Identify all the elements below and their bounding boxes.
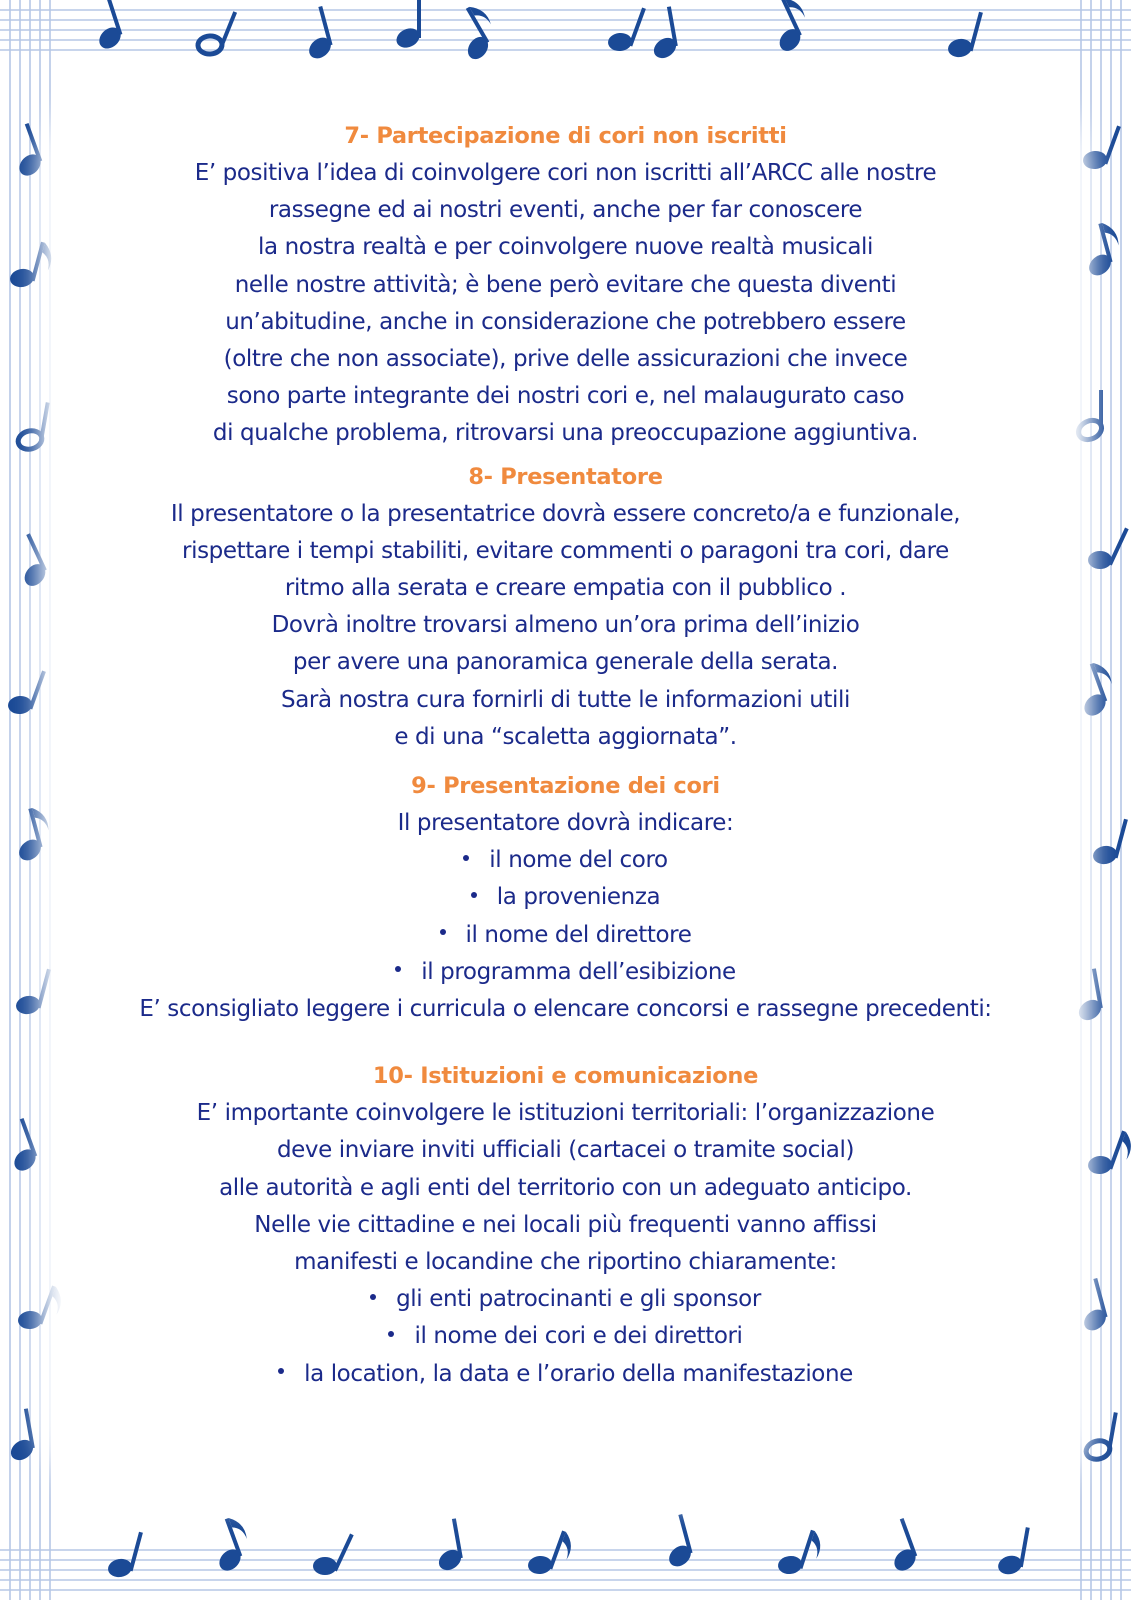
section-7-line: la nostra realtà e per coinvolgere nuove realtà musicali — [258, 234, 873, 261]
music-note-icon — [102, 1526, 144, 1585]
section-10-line: E’ importante coinvolgere le istituzioni territoriali: l’organizzazione — [196, 1100, 935, 1127]
music-note-icon — [306, 1524, 355, 1585]
section-10-line: manifesti e locandine che riportino chiaramente: — [294, 1249, 837, 1276]
section-7-heading: 7- Partecipazione di cori non iscritti — [344, 123, 787, 149]
music-note-icon — [993, 1523, 1031, 1581]
section-8-body — [40, 496, 1091, 756]
list-item: la provenienza — [40, 879, 1091, 916]
music-note-icon — [191, 2, 238, 62]
section-8-line: Sarà nostra cura fornirli di tutte le informazioni utili — [281, 686, 850, 713]
section-7-line: nelle nostre attività; è bene però evitare che questa diventi — [234, 271, 897, 298]
music-note-icon — [522, 1522, 576, 1585]
list-item: la location, la data e l’orario della manifestazione — [40, 1356, 1091, 1393]
section-7-line: (oltre che non associate), prive delle assicurazioni che invece — [223, 346, 908, 373]
list-item: il nome del coro — [40, 842, 1091, 879]
section-7-line: rassegne ed ai nostri eventi, anche per far conoscere — [268, 197, 863, 224]
music-note-icon — [878, 1517, 924, 1577]
section-7-line: un’abitudine, anche in considerazione che potrebbero essere — [225, 308, 906, 335]
section-7-line: sono parte integrante dei nostri cori e, nel malaugurato caso — [226, 383, 905, 410]
section-10-body — [40, 1095, 1091, 1393]
section-7-line: E’ positiva l’idea di coinvolgere cori non iscritti all’ARCC alle nostre — [194, 160, 937, 186]
section-8-line: Dovrà inoltre trovarsi almeno un’ora prima dell’inizio — [271, 612, 860, 639]
music-note-icon — [84, 0, 128, 55]
music-note-icon — [203, 1514, 257, 1577]
music-note-icon — [1087, 813, 1129, 872]
document-content — [40, 118, 1091, 1393]
list-item: il nome del direttore — [40, 917, 1091, 954]
section-9-intro: Il presentatore dovrà indicare: — [397, 810, 734, 837]
music-note-icon — [295, 6, 337, 65]
section-8-line: per avere una panoramica generale della serata. — [292, 649, 839, 676]
music-note-icon — [942, 6, 984, 65]
section-9-body — [40, 805, 1091, 1028]
music-note-icon — [393, 0, 422, 51]
music-note-icon — [445, 1, 505, 66]
section-9-heading: 9- Presentazione dei cori — [411, 773, 720, 800]
section-10-heading: 10- Istituzioni e comunicazione — [372, 1063, 759, 1090]
section-8-heading: 8- Presentatore — [468, 463, 663, 490]
list-item: gli enti patrocinanti e gli sponsor — [40, 1281, 1091, 1318]
music-note-icon — [655, 1514, 697, 1573]
list-item: il programma dell’esibizione — [40, 954, 1091, 991]
music-note-icon — [429, 1518, 467, 1576]
section-10-line: Nelle vie cittadine e nei locali più frequenti vanno affissi — [254, 1211, 877, 1238]
section-8-line: rispettare i tempi stabiliti, evitare commenti o paragoni tra cori, dare — [182, 537, 949, 564]
music-note-icon — [0, 1117, 43, 1177]
section-8-line: ritmo alla serata e creare empatia con il pubblico . — [284, 575, 847, 602]
section-7-body — [40, 155, 1091, 453]
music-note-icon — [644, 6, 682, 64]
list-item: il nome dei cori e dei direttori — [40, 1318, 1091, 1355]
section-10-line: alle autorità e agli enti del territorio con un adeguato anticipo. — [219, 1174, 912, 1201]
section-8-line: e di una “scaletta aggiornata”. — [394, 723, 737, 750]
section-7-line: di qualche problema, ritrovarsi una preoccupazione aggiuntiva. — [212, 420, 919, 447]
section-10-line: deve inviare inviti ufficiali (cartacei o tramite social) — [276, 1137, 855, 1164]
music-note-icon — [772, 1522, 825, 1585]
section-8-line: Il presentatore o la presentatrice dovrà essere concreto/a e funzionale, — [170, 500, 961, 527]
section-9-outro: E’ sconsigliato leggere i curricula o elencare concorsi e rassegne precedenti: — [139, 996, 992, 1023]
